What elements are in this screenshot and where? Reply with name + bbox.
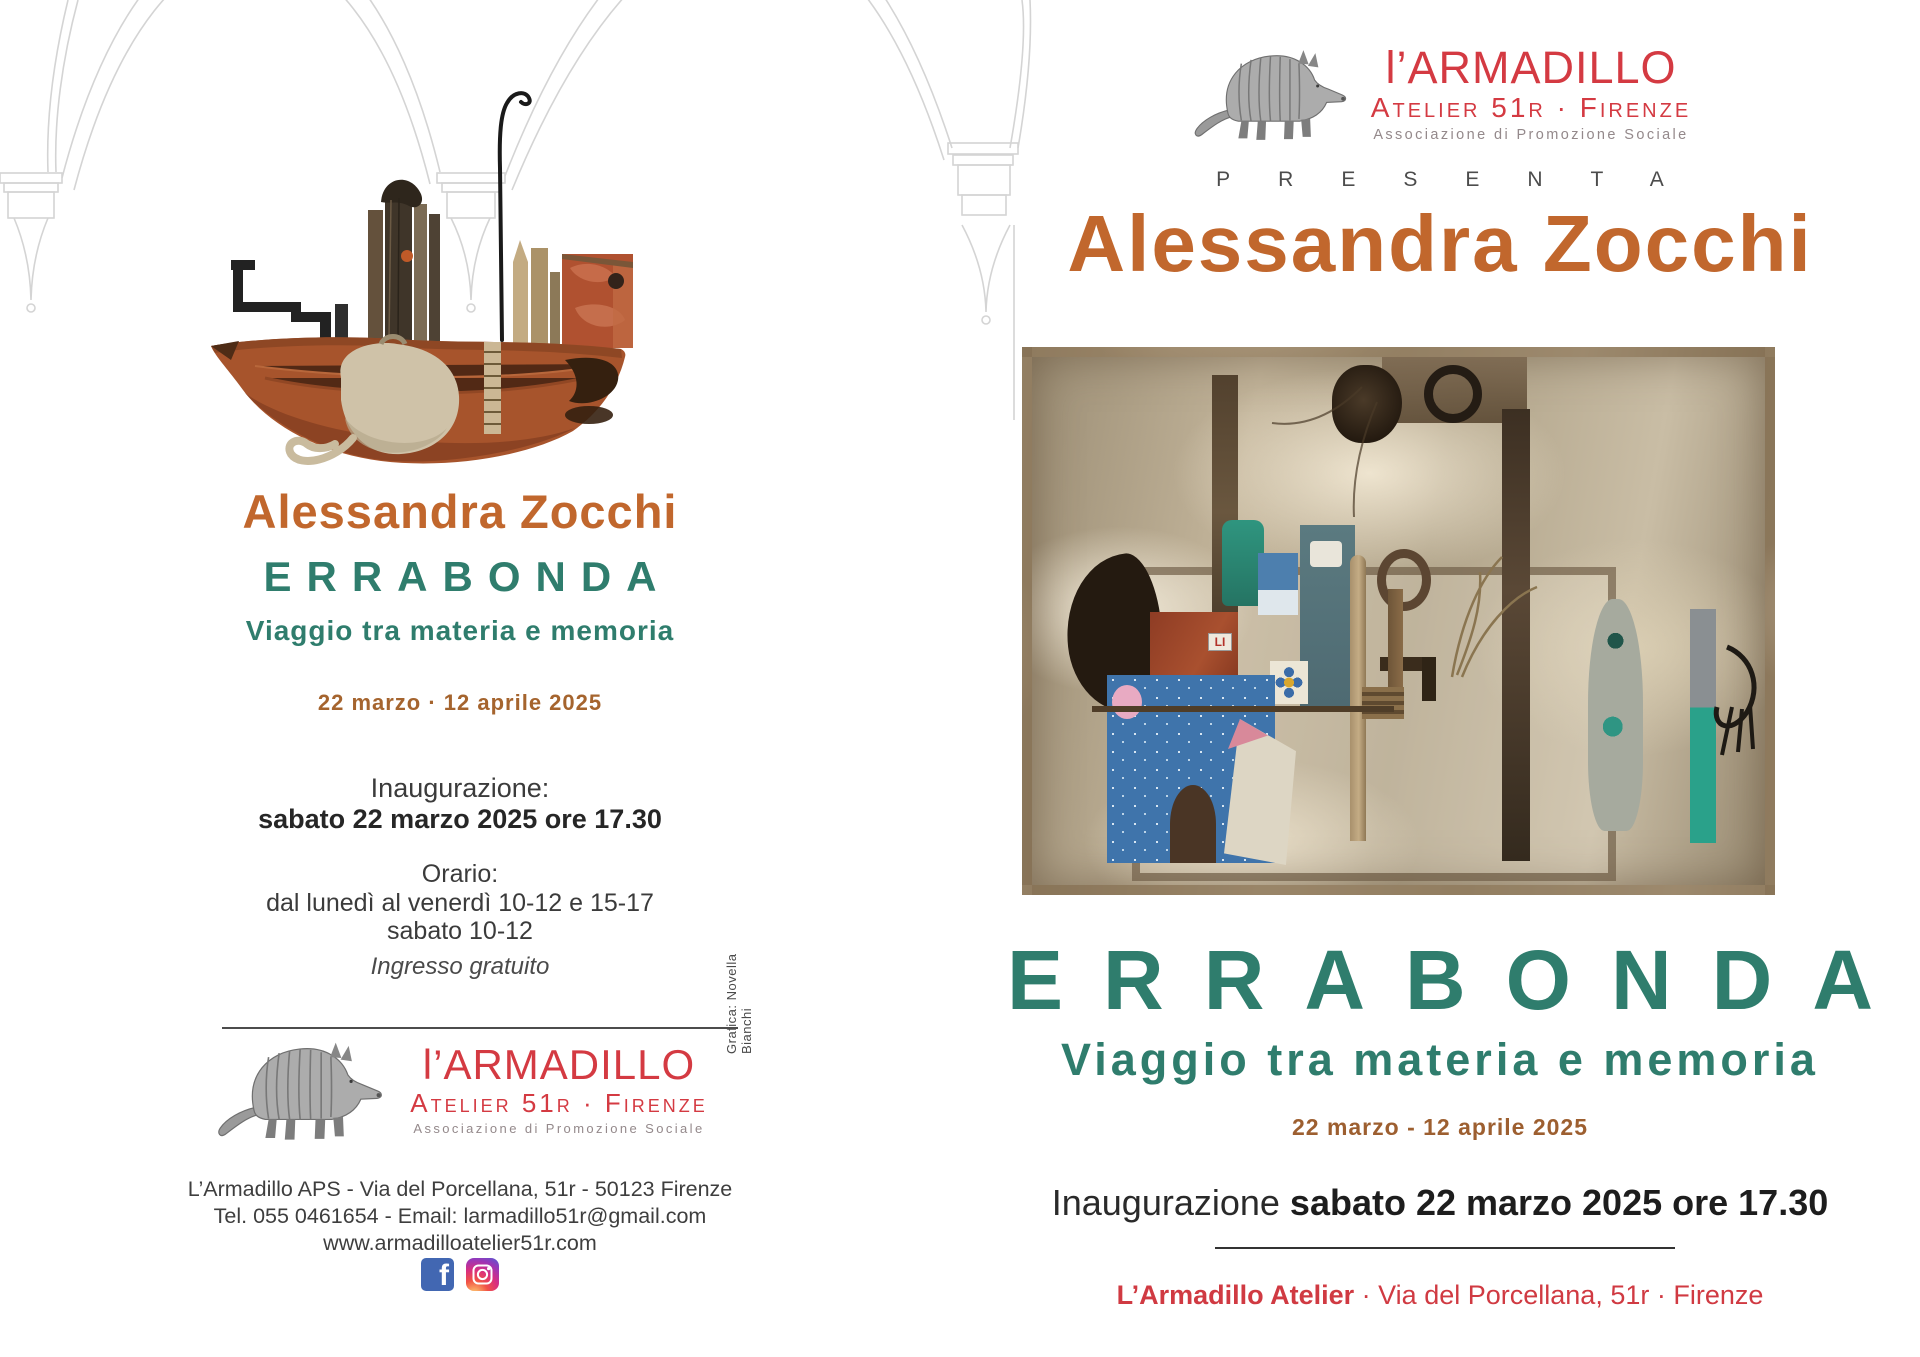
venue-line [960,1280,1920,1311]
logo-subtitle: Atelier 51r · Firenze [410,1088,708,1118]
logo-text [410,1041,708,1136]
logo-text [1370,41,1692,143]
exhibition-dates: 22 marzo - 12 aprile 2025 [1291,1114,1589,1140]
logo-name: l’ARMADILLO [1385,41,1677,93]
presents-label: PRESENTA [1216,168,1712,191]
exhibition-title: ERRABONDA [1007,933,1913,1027]
logo-tagline: Associazione di Promozione Sociale [1373,126,1689,143]
opening-line [960,1182,1920,1224]
logo-tagline: Associazione di Promozione Sociale [413,1121,705,1136]
venue-address: · Via del Porcellana, 51r · Firenze [1354,1280,1764,1310]
design-credit: Grafica: Novella Bianchi [724,953,754,1054]
opening-label: Inaugurazione: [370,773,550,803]
instagram-icon [466,1258,499,1291]
opening-datetime: sabato 22 marzo 2025 ore 17.30 [1279,1182,1829,1223]
artwork-details [1032,357,1765,885]
errabonda-artwork [1022,347,1775,895]
contact-website: www.armadilloatelier51r.com [323,1231,597,1255]
opening-label: Inaugurazione [1051,1182,1280,1223]
hours-saturday: sabato 10-12 [387,917,533,945]
artist-name: Alessandra Zocchi [242,485,678,538]
armadillo-icon [212,1036,398,1143]
hours-weekdays: dal lunedì al venerdì 10-12 e 15-17 [266,889,654,917]
boat-artwork [185,48,635,466]
contact-block [110,1176,810,1257]
armadillo-logo [110,1036,810,1143]
exhibition-title: ERRABONDA [263,553,672,600]
artist-name: Alessandra Zocchi [1067,199,1813,288]
venue-name: L’Armadillo Atelier [1116,1280,1355,1310]
artwork-label: LI [1208,633,1232,651]
armadillo-icon [1189,44,1361,143]
exhibition-subtitle: Viaggio tra materia e memoria [245,615,675,646]
left-page [110,0,810,1357]
exhibition-subtitle: Viaggio tra materia e memoria [1061,1034,1819,1085]
free-admission-note: Ingresso gratuito [370,953,550,980]
exhibition-dates: 22 marzo · 12 aprile 2025 [317,690,603,715]
facebook-icon: f [421,1258,454,1291]
armadillo-logo [960,41,1920,143]
contact-phone-email: Tel. 055 0461654 - Email: larmadillo51r@gmail.com [213,1204,707,1228]
logo-name: l’ARMADILLO [422,1041,696,1088]
opening-datetime: sabato 22 marzo 2025 ore 17.30 [258,804,662,834]
contact-address: L’Armadillo APS - Via del Porcellana, 51r - 50123 Firenze [187,1177,733,1201]
divider-line [222,1027,738,1029]
logo-subtitle: Atelier 51r · Firenze [1370,91,1692,123]
social-icons [110,1258,810,1291]
hours-label: Orario: [421,860,499,888]
